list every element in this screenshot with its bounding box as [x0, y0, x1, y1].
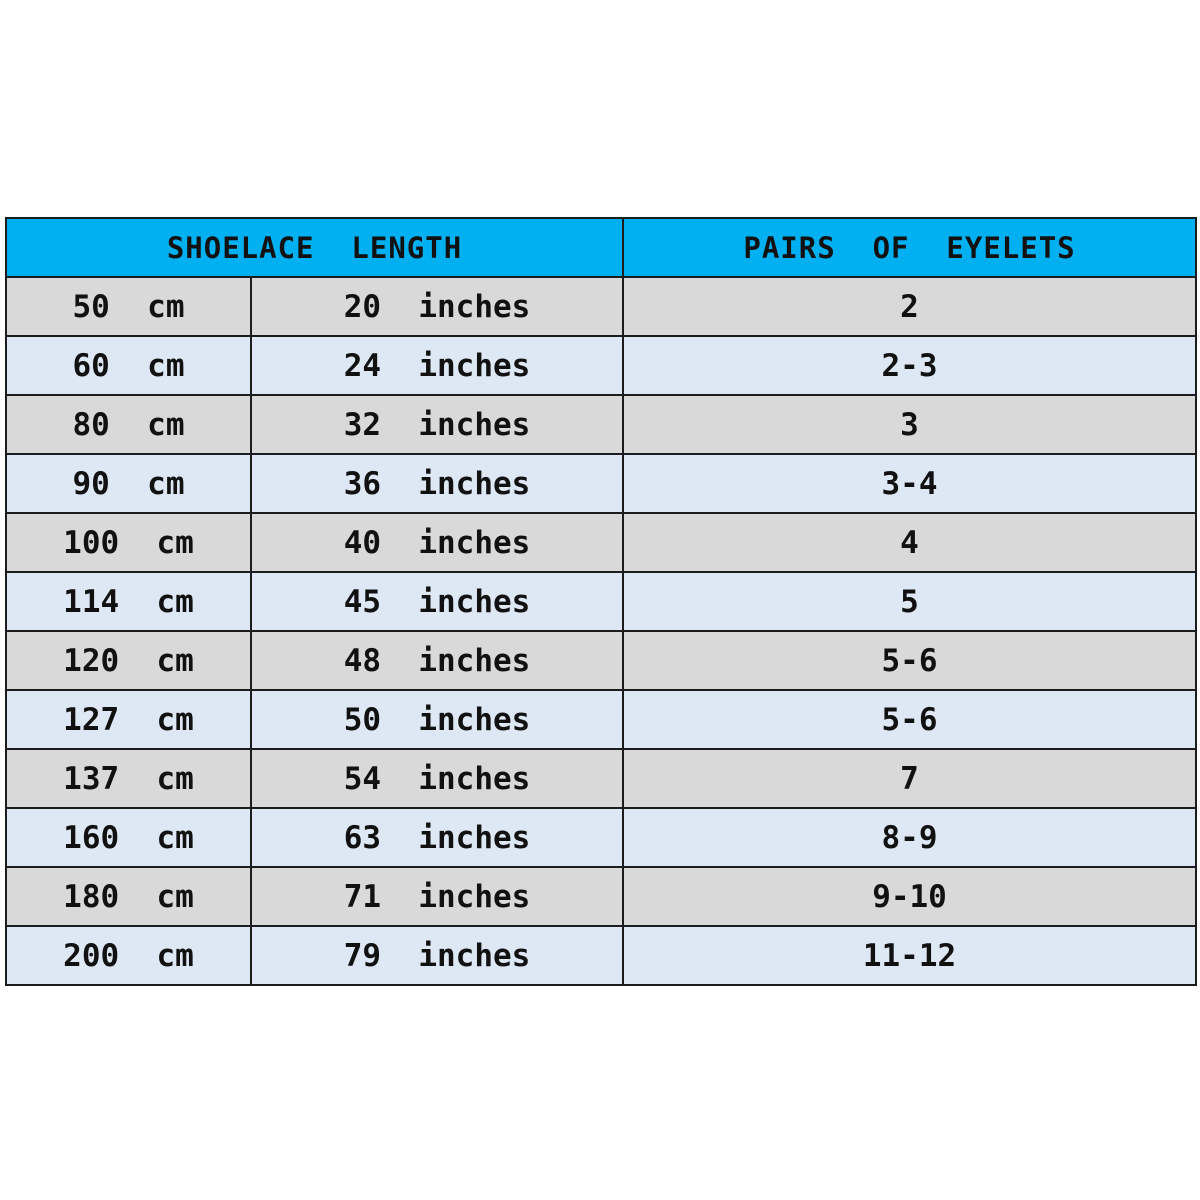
cell-length-inches: 48 inches [251, 631, 623, 690]
table-row [6, 808, 1196, 867]
table-row [6, 926, 1196, 985]
cell-eyelet-pairs: 5-6 [623, 690, 1196, 749]
cell-eyelet-pairs: 4 [623, 513, 1196, 572]
cell-eyelet-pairs: 8-9 [623, 808, 1196, 867]
cell-length-inches: 40 inches [251, 513, 623, 572]
table-header-row [6, 218, 1196, 277]
cell-length-inches: 24 inches [251, 336, 623, 395]
cell-length-inches: 54 inches [251, 749, 623, 808]
header-shoelace-length: SHOELACE LENGTH [6, 218, 623, 277]
cell-eyelet-pairs: 7 [623, 749, 1196, 808]
cell-length-inches: 32 inches [251, 395, 623, 454]
cell-length-cm: 80 cm [6, 395, 251, 454]
cell-eyelet-pairs: 2 [623, 277, 1196, 336]
table-row [6, 572, 1196, 631]
cell-length-inches: 50 inches [251, 690, 623, 749]
cell-eyelet-pairs: 5 [623, 572, 1196, 631]
table-row [6, 277, 1196, 336]
table-row [6, 749, 1196, 808]
cell-eyelet-pairs: 11-12 [623, 926, 1196, 985]
table-row [6, 631, 1196, 690]
cell-length-inches: 71 inches [251, 867, 623, 926]
cell-length-inches: 20 inches [251, 277, 623, 336]
cell-length-cm: 180 cm [6, 867, 251, 926]
table-row [6, 867, 1196, 926]
cell-eyelet-pairs: 3-4 [623, 454, 1196, 513]
cell-length-cm: 50 cm [6, 277, 251, 336]
table-row [6, 690, 1196, 749]
cell-length-cm: 90 cm [6, 454, 251, 513]
cell-length-cm: 60 cm [6, 336, 251, 395]
shoelace-size-table [5, 217, 1197, 986]
cell-eyelet-pairs: 2-3 [623, 336, 1196, 395]
cell-length-inches: 79 inches [251, 926, 623, 985]
cell-length-cm: 137 cm [6, 749, 251, 808]
table-row [6, 513, 1196, 572]
cell-length-cm: 200 cm [6, 926, 251, 985]
cell-eyelet-pairs: 5-6 [623, 631, 1196, 690]
cell-length-inches: 36 inches [251, 454, 623, 513]
table-row [6, 454, 1196, 513]
cell-length-cm: 160 cm [6, 808, 251, 867]
cell-length-cm: 114 cm [6, 572, 251, 631]
cell-length-cm: 127 cm [6, 690, 251, 749]
cell-length-inches: 45 inches [251, 572, 623, 631]
cell-length-cm: 100 cm [6, 513, 251, 572]
table-body [6, 277, 1196, 985]
cell-length-cm: 120 cm [6, 631, 251, 690]
cell-eyelet-pairs: 3 [623, 395, 1196, 454]
cell-eyelet-pairs: 9-10 [623, 867, 1196, 926]
header-pairs-of-eyelets: PAIRS OF EYELETS [623, 218, 1196, 277]
cell-length-inches: 63 inches [251, 808, 623, 867]
table-row [6, 395, 1196, 454]
table-row [6, 336, 1196, 395]
